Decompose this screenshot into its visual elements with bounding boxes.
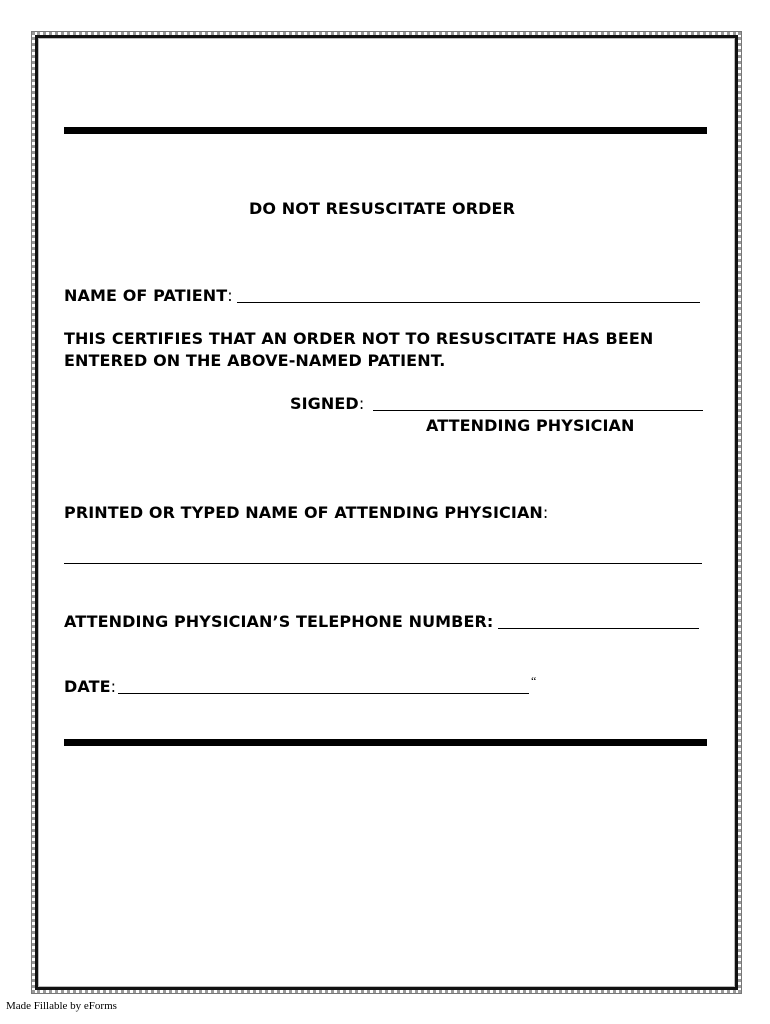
signature-caption: ATTENDING PHYSICIAN [426, 416, 635, 435]
date-colon: : [110, 677, 117, 696]
telephone-label: ATTENDING PHYSICIAN’S TELEPHONE NUMBER: [64, 612, 494, 631]
certification-line-2: ENTERED ON THE ABOVE-NAMED PATIENT. [64, 351, 446, 370]
signature-field[interactable] [373, 410, 703, 411]
printed-name-label-row [64, 502, 548, 524]
footer-note: Made Fillable by eForms [6, 1000, 117, 1012]
printed-name-label: PRINTED OR TYPED NAME OF ATTENDING PHYSICIAN [64, 503, 543, 522]
date-label-row [64, 676, 116, 698]
telephone-field[interactable] [498, 628, 699, 629]
patient-name-label-row [64, 285, 233, 307]
top-divider-bar [64, 127, 707, 134]
signed-colon: : [358, 394, 365, 413]
certification-statement [64, 328, 704, 372]
printed-name-colon: : [542, 503, 549, 522]
patient-name-colon: : [227, 286, 233, 305]
date-label: DATE [64, 677, 111, 696]
printed-name-field[interactable] [64, 563, 702, 564]
bottom-divider-bar [64, 739, 707, 746]
patient-name-field[interactable] [237, 302, 700, 303]
signed-label: SIGNED [290, 394, 359, 413]
patient-name-label: NAME OF PATIENT [64, 286, 228, 305]
signed-label-row [290, 393, 364, 415]
certification-line-1: THIS CERTIFIES THAT AN ORDER NOT TO RESUSCITATE HAS BEEN [64, 329, 654, 348]
date-quote-mark: “ [531, 674, 537, 688]
form-title: DO NOT RESUSCITATE ORDER [249, 199, 515, 218]
date-field[interactable] [118, 693, 529, 694]
